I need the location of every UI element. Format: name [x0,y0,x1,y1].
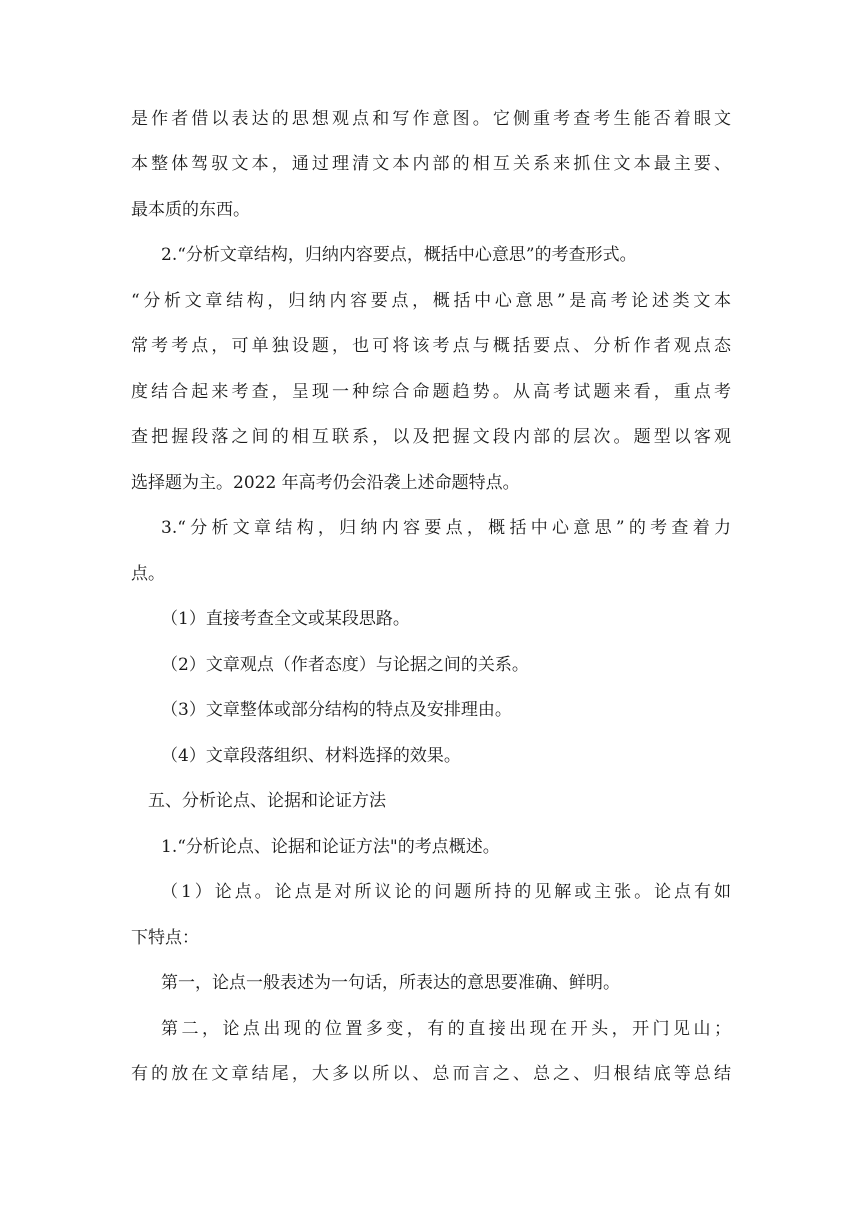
text-line: 点。 [131,564,165,584]
text-line: 是作者借以表达的思想观点和写作意图。它侧重考查考生能否着眼文 [131,109,731,129]
text-line: 第一，论点一般表述为一句话，所表达的意思要准确、鲜明。 [161,973,620,993]
text-line: 本整体驾驭文本，通过理清文本内部的相互关系来抓住文本最主要、 [131,154,731,174]
text-line: 第二，论点出现的位置多变，有的直接出现在开头，开门见山； [161,1019,731,1039]
text-line: 度结合起来考查，呈现一种综合命题趋势。从高考试题来看，重点考 [131,382,731,402]
text-line: 下特点： [131,928,199,948]
text-line: （1）直接考查全文或某段思路。 [161,609,410,629]
text-line: （2）文章观点（作者态度）与论据之间的关系。 [161,655,529,675]
text-line: （4）文章段落组织、材料选择的效果。 [161,746,461,766]
text-line: 常考考点，可单独设题，也可将该考点与概括要点、分析作者观点态 [131,336,731,356]
text-line: （1）论点。论点是对所议论的问题所持的见解或主张。论点有如 [161,882,731,902]
text-line: 查把握段落之间的相互联系，以及把握文段内部的层次。题型以客观 [131,427,731,447]
text-line: 最本质的东西。 [131,200,250,220]
text-line: 选择题为主。2022 年高考仍会沿袭上述命题特点。 [131,473,520,493]
text-line: 有的放在文章结尾，大多以所以、总而言之、总之、归根结底等总结 [131,1064,731,1084]
text-line: “分析文章结构，归纳内容要点，概括中心意思”是高考论述类文本 [131,291,731,311]
text-line: 3.“分析文章结构，归纳内容要点，概括中心意思”的考查着力 [161,518,731,538]
text-line: （3）文章整体或部分结构的特点及安排理由。 [161,700,512,720]
text-line: 1.“分析论点、论据和论证方法"的考点概述。 [161,837,500,857]
text-line: 2.“分析文章结构，归纳内容要点，概括中心意思”的考查形式。 [161,245,637,265]
section-heading: 五、分析论点、论据和论证方法 [148,791,386,811]
